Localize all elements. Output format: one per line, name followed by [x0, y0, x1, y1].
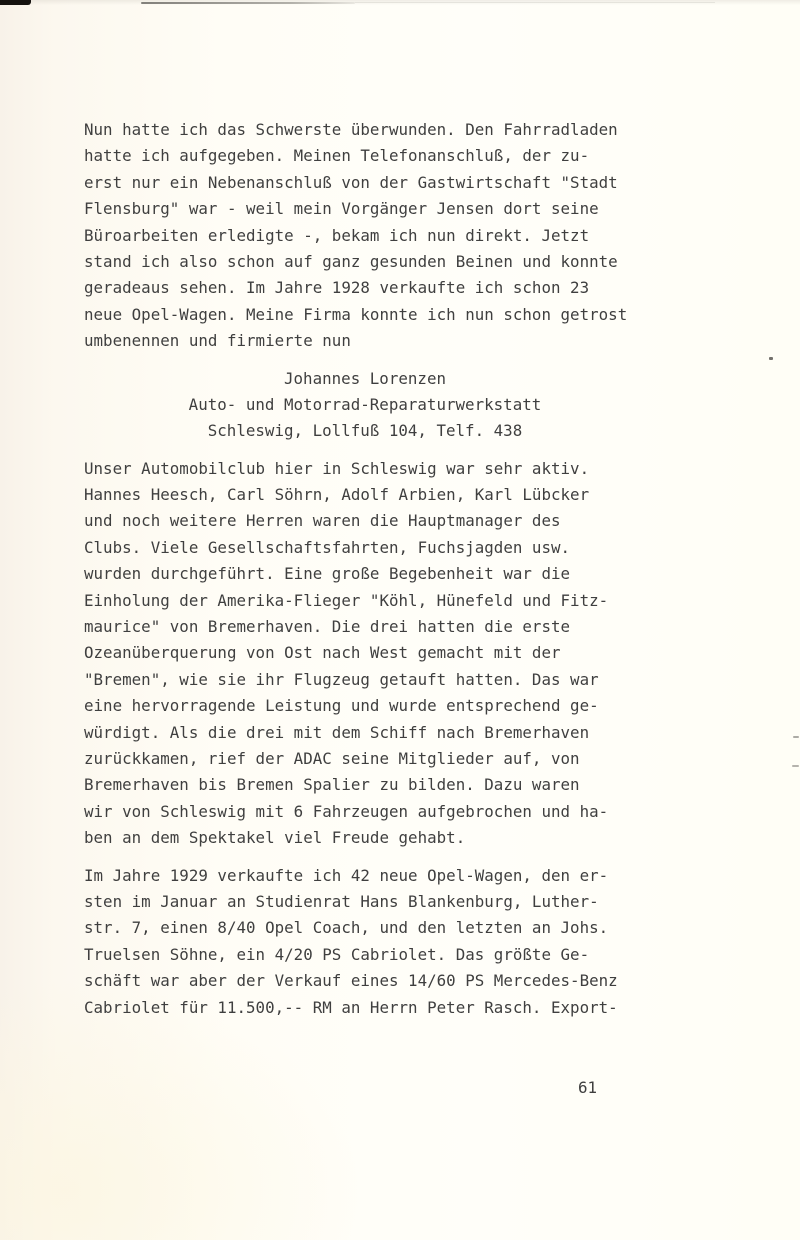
text-line: geradeaus sehen. Im Jahre 1928 verkaufte ich schon 23	[84, 278, 590, 298]
paragraph	[84, 117, 646, 355]
scan-artifact-speck	[792, 765, 799, 767]
text-line: Johannes Lorenzen	[283, 368, 447, 388]
text-line: wurden durchgeführt. Eine große Begebenheit war die	[84, 564, 571, 584]
page-body-text	[84, 117, 646, 1021]
text-line: zurückkamen, rief der ADAC seine Mitglieder auf, von	[84, 748, 580, 768]
text-line: wir von Schleswig mit 6 Fahrzeugen aufgebrochen und ha-	[84, 801, 609, 821]
text-line: stand ich also schon auf ganz gesunden Beinen und konnte	[84, 251, 618, 271]
text-line: neue Opel-Wagen. Meine Firma konnte ich nun schon getrost	[84, 304, 628, 324]
letterhead-block	[84, 366, 646, 445]
text-line: Auto- und Motorrad-Reparaturwerkstatt	[188, 394, 542, 414]
page-number: 61	[578, 1078, 598, 1097]
paragraph	[84, 863, 646, 1021]
scan-artifact-corner-mark	[0, 0, 31, 5]
text-line: umbenennen und firmierte nun	[84, 331, 351, 351]
text-line: Schleswig, Lollfuß 104, Telf. 438	[207, 421, 523, 441]
text-line: Flensburg" war - weil mein Vorgänger Jensen dort seine	[84, 199, 599, 219]
text-line: maurice" von Bremerhaven. Die drei hatten die erste	[84, 617, 571, 637]
text-line: Bremerhaven bis Bremen Spalier zu bilden. Dazu waren	[84, 775, 580, 795]
text-line: Büroarbeiten erledigte -, bekam ich nun direkt. Jetzt	[84, 225, 590, 245]
text-line: Clubs. Viele Gesellschaftsfahrten, Fuchsjagden usw.	[84, 537, 571, 557]
scan-artifact-top-line	[141, 2, 355, 4]
text-line: Einholung der Amerika-Flieger "Köhl, Hünefeld und Fitz-	[84, 590, 609, 610]
paragraph	[84, 456, 646, 852]
text-line: str. 7, einen 8/40 Opel Coach, und den letzten an Johs.	[84, 918, 609, 938]
text-line: erst nur ein Nebenanschluß von der Gastwirtschaft "Stadt	[84, 172, 618, 192]
text-line: "Bremen", wie sie ihr Flugzeug getauft hatten. Das war	[84, 669, 599, 689]
text-line: sten im Januar an Studienrat Hans Blankenburg, Luther-	[84, 891, 599, 911]
text-line: würdigt. Als die drei mit dem Schiff nach Bremerhaven	[84, 722, 590, 742]
text-line: Cabriolet für 11.500,-- RM an Herrn Peter Rasch. Export-	[84, 997, 618, 1017]
text-line: Nun hatte ich das Schwerste überwunden. Den Fahrradladen	[84, 120, 618, 139]
scan-artifact-top-line-faint	[355, 2, 715, 3]
scan-artifact-speck	[793, 736, 799, 738]
text-line: eine hervorragende Leistung und wurde entsprechend ge-	[84, 696, 599, 716]
scan-artifact-speck	[769, 357, 773, 360]
text-line: und noch weitere Herren waren die Hauptmanager des	[84, 511, 561, 531]
text-line: schäft war aber der Verkauf eines 14/60 PS Mercedes-Benz	[84, 971, 618, 991]
text-line: Hannes Heesch, Carl Söhrn, Adolf Arbien, Karl Lübcker	[84, 485, 590, 505]
text-line: Im Jahre 1929 verkaufte ich 42 neue Opel-Wagen, den er-	[84, 865, 609, 885]
text-line: ben an dem Spektakel viel Freude gehabt.	[84, 828, 466, 848]
text-line: Truelsen Söhne, ein 4/20 PS Cabriolet. Das größte Ge-	[84, 944, 590, 964]
text-line: Unser Automobilclub hier in Schleswig war sehr aktiv.	[84, 458, 590, 478]
text-line: Ozeanüberquerung von Ost nach West gemacht mit der	[84, 643, 561, 663]
text-line: hatte ich aufgegeben. Meinen Telefonanschluß, der zu-	[84, 146, 590, 166]
